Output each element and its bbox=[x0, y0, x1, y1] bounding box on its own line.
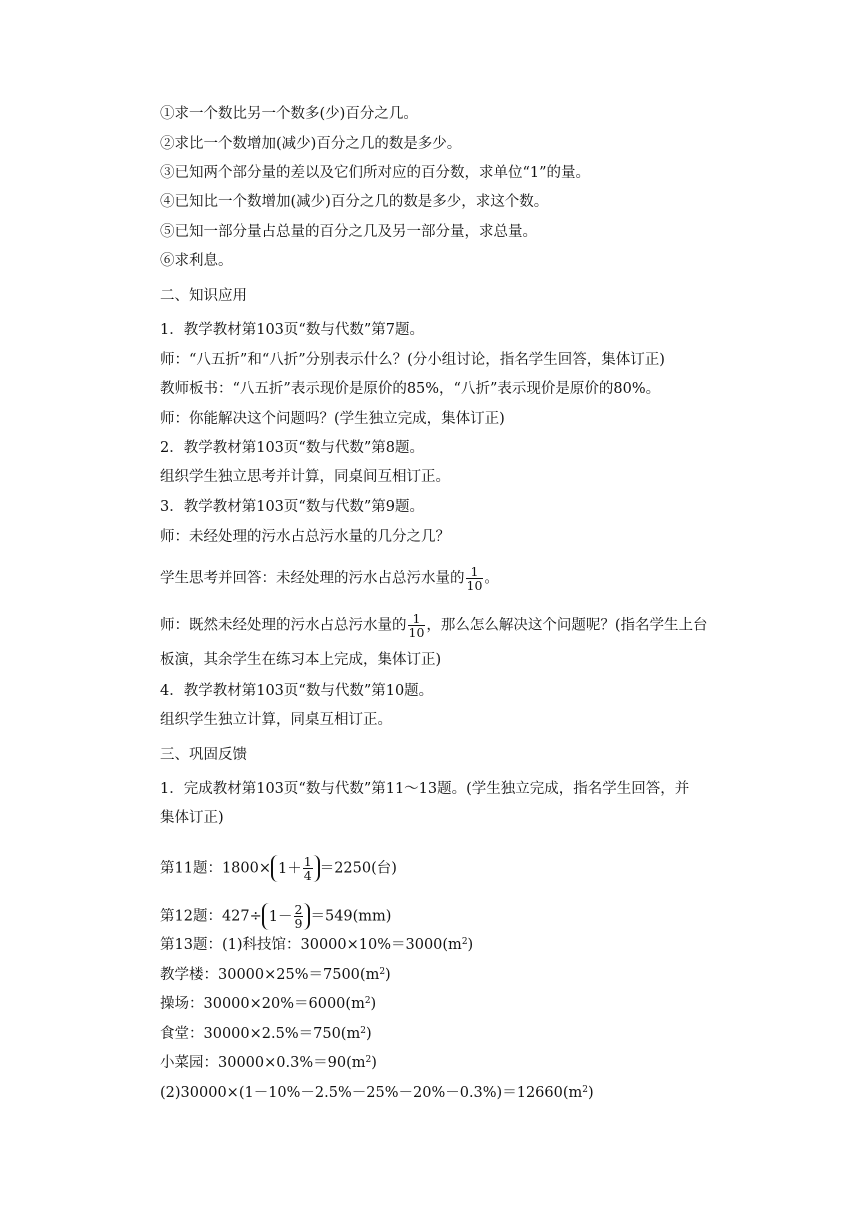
paragraph: 4．教学教材第103页“数与代数”第10题。 bbox=[160, 683, 434, 699]
closing-paren: ) bbox=[385, 967, 391, 983]
paragraph: 组织学生独立思考并计算，同桌间互相订正。 bbox=[160, 469, 450, 485]
paragraph: 3．教学教材第103页“数与代数”第9题。 bbox=[160, 499, 424, 515]
fraction-numerator: 1 bbox=[408, 612, 426, 626]
superscript: 2 bbox=[364, 996, 371, 1006]
equation-text: 教学楼：30000×25%＝7500(m bbox=[160, 967, 380, 983]
expression-text: 1－ bbox=[268, 908, 293, 925]
closing-paren: ) bbox=[371, 1055, 377, 1071]
paragraph: 教师板书：“八五折”表示现价是原价的85%，“八折”表示现价是原价的80%。 bbox=[160, 381, 661, 397]
equation-line bbox=[160, 965, 391, 985]
list-item-3: ③已知两个部分量的差以及它们所对应的百分数，求单位“1”的量。 bbox=[160, 165, 591, 181]
fraction-numerator: 1 bbox=[303, 854, 312, 869]
fraction-one-quarter bbox=[303, 855, 313, 882]
closing-paren: ) bbox=[587, 1085, 594, 1101]
paragraph: 板演，其余学生在练习本上完成，集体订正) bbox=[160, 652, 442, 668]
paragraph: 师：你能解决这个问题吗？(学生独立完成，集体订正) bbox=[160, 411, 505, 427]
equation-q13 bbox=[160, 935, 473, 955]
closing-paren: ) bbox=[370, 996, 377, 1012]
parenthesized-expression bbox=[262, 903, 311, 930]
list-item-6: ⑥求利息。 bbox=[160, 253, 233, 269]
fraction-numerator: 1 bbox=[466, 565, 484, 579]
equation-q11 bbox=[160, 855, 397, 882]
superscript: 2 bbox=[365, 1055, 372, 1065]
paragraph: 师：“八五折”和“八折”分别表示什么？(分小组讨论，指名学生回答，集体订正) bbox=[160, 352, 665, 368]
closing-paren: ) bbox=[467, 937, 474, 953]
equation-text: 小菜园：30000×0.3%＝90(m bbox=[160, 1055, 366, 1071]
paragraph-text: 。 bbox=[484, 570, 499, 587]
fraction-numerator: 2 bbox=[294, 902, 303, 917]
superscript: 2 bbox=[461, 937, 468, 947]
paragraph: 集体订正) bbox=[160, 810, 224, 826]
list-item-5: ⑤已知一部分量占总量的百分之几及另一部分量，求总量。 bbox=[160, 224, 537, 240]
superscript: 2 bbox=[582, 1085, 588, 1095]
section-heading-3: 三、巩固反馈 bbox=[160, 747, 247, 763]
fraction-denominator: 9 bbox=[294, 916, 303, 931]
equation-text: 第11题：1800× bbox=[160, 860, 272, 877]
equation-text: 食堂：30000×2.5%＝750(m bbox=[160, 1026, 361, 1042]
superscript: 2 bbox=[379, 967, 386, 977]
equation-line bbox=[160, 994, 376, 1014]
paragraph: 师：未经处理的污水占总污水量的几分之几？ bbox=[160, 529, 450, 545]
fraction-denominator: 10 bbox=[466, 578, 483, 593]
paragraph: 组织学生独立计算，同桌互相订正。 bbox=[160, 712, 392, 728]
paragraph-text: 师：既然未经处理的污水占总污水量的 bbox=[160, 617, 407, 634]
list-item-1: ①求一个数比另一个数多(少)百分之几。 bbox=[160, 106, 418, 122]
equation-text: 第12题：427÷ bbox=[160, 908, 262, 925]
list-item-2: ②求比一个数增加(减少)百分之几的数是多少。 bbox=[160, 136, 462, 152]
equation-line bbox=[160, 1024, 372, 1044]
closing-paren: ) bbox=[365, 1026, 372, 1042]
equation-line bbox=[160, 1083, 594, 1103]
paragraph bbox=[160, 612, 708, 639]
paragraph: 2．教学教材第103页“数与代数”第8题。 bbox=[160, 440, 424, 456]
paragraph: 1．完成教材第103页“数与代数”第11～13题。(学生独立完成，指名学生回答，并 bbox=[160, 781, 690, 797]
equation-text: (2)30000×(1－10%－2.5%－25%－20%－0.3%)＝12660(m bbox=[160, 1085, 583, 1101]
fraction-denominator: 10 bbox=[408, 625, 425, 640]
equation-text: 第13题：(1)科技馆：30000×10%＝3000(m bbox=[160, 937, 462, 953]
fraction-one-tenth bbox=[466, 565, 484, 592]
fraction-two-ninths bbox=[294, 903, 304, 930]
equation-text: ＝2250(台) bbox=[319, 860, 397, 877]
list-item-4: ④已知比一个数增加(减少)百分之几的数是多少，求这个数。 bbox=[160, 194, 549, 210]
fraction-denominator: 4 bbox=[303, 868, 312, 883]
paragraph-text: 学生思考并回答：未经处理的污水占总污水量的 bbox=[160, 570, 465, 587]
paragraph: 1．教学教材第103页“数与代数”第7题。 bbox=[160, 322, 424, 338]
parenthesized-expression bbox=[271, 855, 320, 882]
fraction-one-tenth bbox=[408, 612, 426, 639]
equation-text: 操场：30000×20%＝6000(m bbox=[160, 996, 365, 1012]
superscript: 2 bbox=[360, 1026, 366, 1036]
equation-q12 bbox=[160, 903, 391, 930]
equation-line bbox=[160, 1053, 377, 1073]
equation-text: ＝549(mm) bbox=[310, 908, 392, 925]
expression-text: 1＋ bbox=[278, 860, 302, 877]
paragraph bbox=[160, 565, 499, 592]
section-heading-2: 二、知识应用 bbox=[160, 288, 247, 304]
paragraph-text: ，那么怎么解决这个问题呢？(指名学生上台 bbox=[426, 617, 708, 634]
